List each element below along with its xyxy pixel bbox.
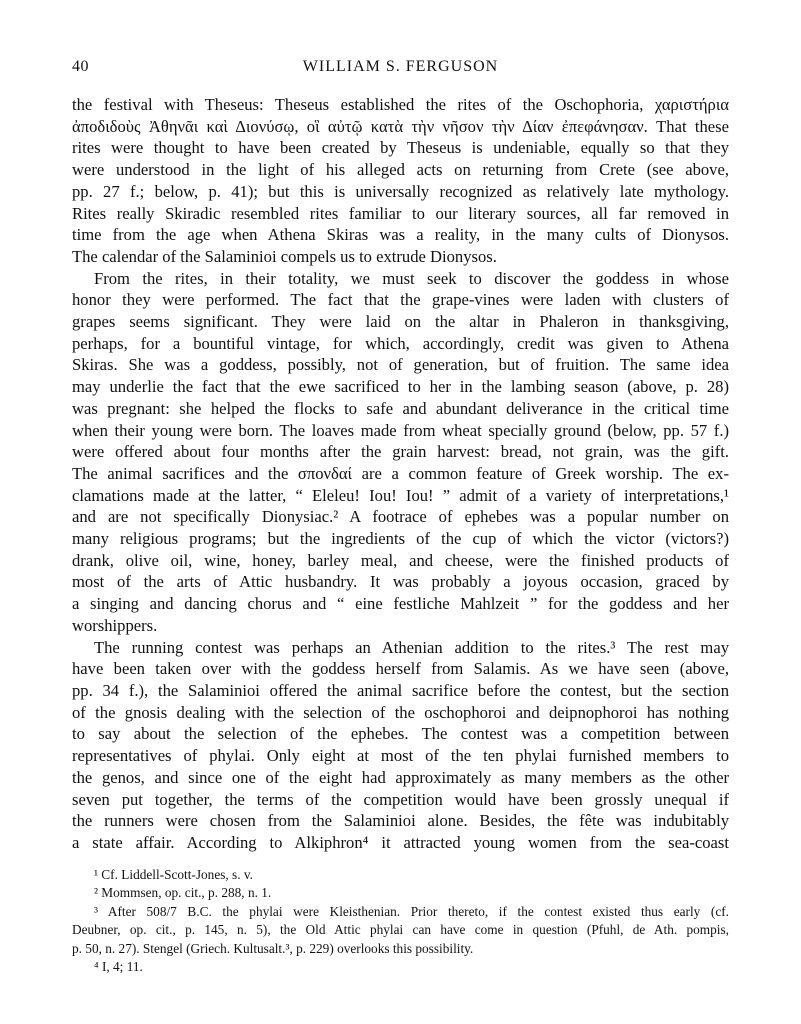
- text-line: honor they were performed. The fact that the grape-vines were laden with clusters of: [72, 290, 729, 310]
- text-line: The animal sacrifices and the σπονδαί are a common feature of Greek worship. The ex-: [72, 463, 729, 483]
- footnote-continuation: Deubner, op. cit., p. 145, n. 5), the Old Attic phylai can have come in question (Pfuhl, de Ath. pompis,: [72, 922, 729, 938]
- text-line: the genos, and since one of the eight had approximately as many members as the other: [72, 767, 729, 787]
- footnote: ³ After 508/7 B.C. the phylai were Kleisthenian. Prior thereto, if the contest existed thus early (cf.: [94, 903, 729, 919]
- text-line: grapes seems significant. They were laid on the altar in Phaleron in thanksgiving,: [72, 312, 729, 332]
- text-line: perhaps, for a bountiful vintage, for which, accordingly, credit was given to Athena: [72, 333, 729, 353]
- text-line: time from the age when Athena Skiras was a reality, in the many cults of Dionysos.: [72, 225, 729, 245]
- text-line: rites were thought to have been created by Theseus is undeniable, equally so that they: [72, 138, 729, 158]
- footnote: ² Mommsen, op. cit., p. 288, n. 1.: [94, 885, 272, 901]
- text-line: a state affair. According to Alkiphron⁴ it attracted young women from the sea-coast: [72, 832, 729, 852]
- text-line: worshippers.: [72, 615, 158, 635]
- text-line: pp. 27 f.; below, p. 41); but this is universally recognized as relatively late mythology.: [72, 181, 729, 201]
- text-line: may underlie the fact that the ewe sacrificed to her in the lambing season (above, p. 28): [72, 377, 729, 397]
- page-number: 40: [72, 58, 89, 75]
- paragraph: [72, 637, 729, 854]
- text-line: From the rites, in their totality, we must seek to discover the goddess in whose: [94, 268, 729, 288]
- text-line: of the gnosis dealing with the selection of the oschophoroi and deipnophoroi has nothing: [72, 702, 729, 722]
- text-line: and are not specifically Dionysiac.² A footrace of ephebes was a popular number on: [72, 507, 729, 527]
- text-line: many religious programs; but the ingredients of the cup of which the victor (victors?): [72, 529, 729, 549]
- footnote: ⁴ I, 4; 11.: [94, 959, 143, 975]
- text-line: have been taken over with the goddess herself from Salamis. As we have seen (above,: [72, 659, 729, 679]
- text-line: pp. 34 f.), the Salaminioi offered the animal sacrifice before the contest, but the section: [72, 680, 729, 700]
- text-line: to say about the selection of the ephebes. The contest was a competition between: [72, 724, 729, 744]
- text-line: The running contest was perhaps an Athenian addition to the rites.³ The rest may: [94, 637, 729, 657]
- footnote-continuation: p. 50, n. 27). Stengel (Griech. Kultusalt.³, p. 229) overlooks this possibility.: [72, 940, 474, 956]
- text-line: clamations made at the latter, “ Eleleu! Iou! Iou! ” admit of a variety of interpretations,¹: [72, 485, 729, 505]
- text-line: were understood in the light of his alleged acts on returning from Crete (see above,: [72, 160, 729, 180]
- page-header: [72, 58, 729, 82]
- text-line: were offered about four months after the grain harvest: bread, not grain, was the gift.: [72, 442, 729, 462]
- text-line: when their young were born. The loaves made from wheat specially ground (below, pp. 57 f.): [72, 420, 729, 440]
- text-line: the festival with Theseus: Theseus established the rites of the Oschophoria, χαριστήρια: [72, 95, 729, 114]
- text-line: was pregnant: she helped the flocks to safe and abundant deliverance in the critical time: [72, 398, 729, 418]
- text-line: most of the arts of Attic husbandry. It was probably a joyous occasion, graced by: [72, 572, 729, 592]
- body-text: [72, 94, 729, 854]
- text-line: Skiras. She was a goddess, possibly, not of generation, but of fruition. The same idea: [72, 355, 729, 375]
- text-line: The calendar of the Salaminioi compels us to extrude Dionysos.: [72, 246, 497, 266]
- text-line: the runners were chosen from the Salaminioi alone. Besides, the fête was indubitably: [72, 811, 729, 831]
- paragraph: [72, 94, 729, 268]
- text-line: Rites really Skiradic resembled rites familiar to our literary sources, all far removed in: [72, 203, 729, 223]
- text-line: seven put together, the terms of the competition would have been grossly unequal if: [72, 789, 729, 809]
- text-line: representatives of phylai. Only eight at most of the ten phylai furnished members to: [72, 746, 729, 766]
- text-line: ἀποδιδοὺς Ἀθηνᾶι καὶ Διονύσῳ, οἳ αὐτῷ κατὰ τὴν νῆσον τὴν Δίαν ἐπεφάνησαν. That these: [72, 116, 729, 136]
- footnote: ¹ Cf. Liddell-Scott-Jones, s. v.: [94, 867, 253, 882]
- footnotes: [72, 866, 729, 976]
- text-line: drank, olive oil, wine, honey, barley meal, and cheese, were the finished products of: [72, 550, 729, 570]
- text-line: a singing and dancing chorus and “ eine festliche Mahlzeit ” for the goddess and her: [72, 594, 729, 614]
- page: [72, 58, 729, 854]
- paragraph: [72, 268, 729, 637]
- running-head: WILLIAM S. FERGUSON: [302, 58, 499, 75]
